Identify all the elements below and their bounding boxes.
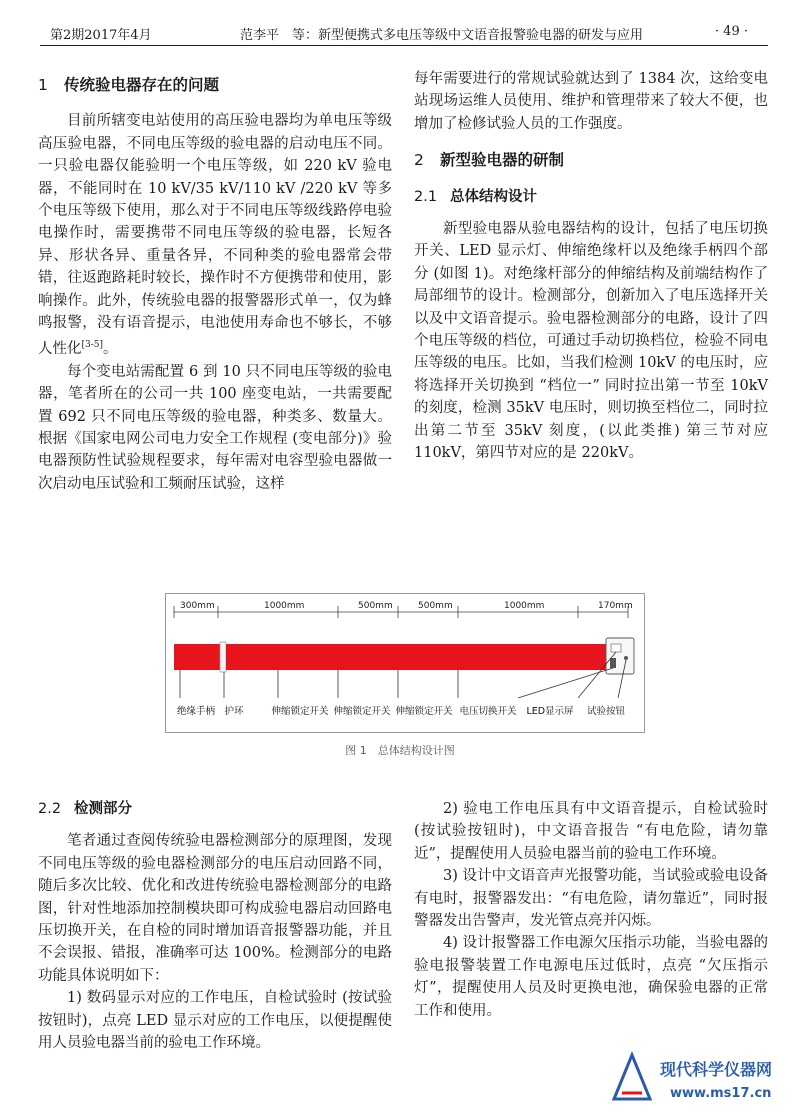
paragraph: 目前所辖变电站使用的高压验电器均为单电压等级高压验电器，不同电压等级的验电器的启动电压不同。一只验电器仅能验明一个电压等级，如 220 kV 验电器，不能同时在 10 kV/35 kV/110 kV /220 kV 等多个电压等级下使用，那么对于不同电压等级线路停电验电操作时，需要携带不同电压等级的验电器，长短各异、形状各异、重量各异，不同种类的验电器常会带错，往返跑路耗时较长，操作时不方便携带和使用，影响操作。此外，传统验电器的报警器形式单一，仅为蜂鸣报警，没有语音提示，电池使用寿命也不够长，不够人性化[3-5]。	[38, 113, 392, 358]
figure-1	[165, 593, 645, 733]
test-button-dot	[624, 656, 628, 660]
paragraph: 笔者通过查阅传统验电器检测部分的原理图，发现不同电压等级的验电器检测部分的电压启动回路不同，随后多次比较、优化和改进传统验电器检测部分的电路图，针对性地添加控制模块即可构成验电器启动回路电压切换开关，在自检的同时增加语音报警器功能，并且不会误报、错报，准确率可达 100%。检测部分的电路功能具体说明如下：	[38, 833, 392, 984]
switch-block	[610, 658, 616, 668]
section-1-heading: 1 传统验电器存在的问题	[38, 76, 220, 94]
figure-caption: 图 1 总体结构设计图	[345, 744, 455, 757]
left-column-top	[38, 68, 392, 495]
watermark-url: www.ms17.cn	[670, 1086, 772, 1101]
label-led-display: LED显示屏	[526, 706, 574, 717]
paragraph: 2) 验电工作电压具有中文语音提示，自检试验时 (按试验按钮时)，中文语音报告 “有电危险，请勿靠近”，提醒使用人员验电器当前的验电工作环境。	[414, 801, 768, 862]
label-guard-ring: 护环	[224, 706, 244, 717]
structure-diagram	[166, 594, 644, 732]
paragraph: 3) 设计中文语音声光报警功能，当试验或验电设备有电时，报警器发出：“有电危险，请勿靠近”，同时报警器发出告警声，发光管点亮并闪烁。	[414, 868, 768, 930]
led-display	[611, 644, 621, 652]
label-lock-switch-1: 伸缩锁定开关	[271, 706, 329, 717]
paragraph: 每年需要进行的常规试验就达到了 1384 次，这给变电站现场运维人员使用、维护和管理带来了较大不便，也增加了检修试验人员的工作强度。	[414, 71, 768, 132]
paragraph: 每个变电站需配置 6 到 10 只不同电压等级的验电器，笔者所在的公司一共 100 座变电站，一共需要配置 692 只不同电压等级的验电器，种类多、数量大。根据《国家电网公司电力安全工作规程 (变电部分)》验电器预防性试验规程要求，每年需对电容型验电器做一次启动电压试验和工频耐压试验，这样	[38, 363, 392, 492]
section-2-1-heading: 2.1 总体结构设计	[414, 188, 537, 205]
label-lock-switch-2: 伸缩锁定开关	[333, 706, 391, 717]
handle-segment	[174, 644, 220, 670]
label-lock-switch-3: 伸缩锁定开关	[395, 706, 453, 717]
right-column-bottom	[414, 798, 768, 1022]
dim-label-section4: 1000mm	[504, 601, 545, 611]
dim-label-head: 170mm	[598, 601, 633, 611]
running-header	[40, 22, 768, 44]
paragraph: 1) 数码显示对应的工作电压，自检试验时 (按试验按钮时)，点亮 LED 显示对应的工作电压，以便提醒使用人员验电器当前的验电工作环境。	[38, 990, 392, 1052]
dim-label-section2: 500mm	[358, 601, 393, 611]
section-2-2-heading: 2.2 检测部分	[38, 801, 132, 817]
running-title: 范李平 等：新型便携式多电压等级中文语音报警验电器的研发与应用	[240, 28, 644, 43]
watermark-name: 现代科学仪器网	[660, 1060, 773, 1079]
watermark-logo	[604, 1049, 794, 1107]
label-test-button: 试验按钮	[586, 706, 626, 717]
left-column-bottom	[38, 798, 392, 1054]
dim-label-handle: 300mm	[180, 601, 215, 611]
paragraph: 4) 设计报警器工作电源欠压指示功能，当验电器的验电报警装置工作电源电压过低时，点亮 “欠压指示灯”，提醒使用人员及时更换电池，确保验电器的正常工作和使用。	[414, 935, 768, 1019]
issue-info: 第2期2017年4月	[50, 28, 152, 43]
paragraph: 新型验电器从验电器结构的设计，包括了电压切换开关、LED 显示灯、伸缩绝缘杆以及绝缘手柄四个部分 (如图 1)。对绝缘杆部分的伸缩结构及前端结构作了局部细节的设计。检测部分，创新加入了电压选择开关以及中文语音提示。验电器检测部分的电路，设计了四个电压等级的档位，可通过手动切换档位，检验不同电压等级的电压。比如，当我们检测 10kV 的电压时，应将选择开关切换到 “档位一” 同时拉出第一节至 10kV 的刻度，检测 35kV 电压时，则切换至档位二，同时拉出第二节至 35kV 刻度，(以此类推) 第三节对应 110kV，第四节对应的是 220kV。	[414, 221, 768, 462]
right-column-top	[414, 68, 768, 465]
citation: [3-5]	[81, 340, 104, 351]
page-number: · 49 ·	[714, 24, 748, 39]
header-rule	[40, 45, 768, 46]
label-voltage-switch: 电压切换开关	[459, 706, 517, 717]
dim-label-section1: 1000mm	[264, 601, 305, 611]
dim-label-section3: 500mm	[418, 601, 453, 611]
label-handle: 绝缘手柄	[176, 706, 216, 717]
site-watermark	[604, 1049, 794, 1107]
section-2-heading: 2 新型验电器的研制	[414, 151, 565, 170]
guard-ring	[220, 642, 226, 672]
telescopic-rod	[226, 644, 606, 670]
